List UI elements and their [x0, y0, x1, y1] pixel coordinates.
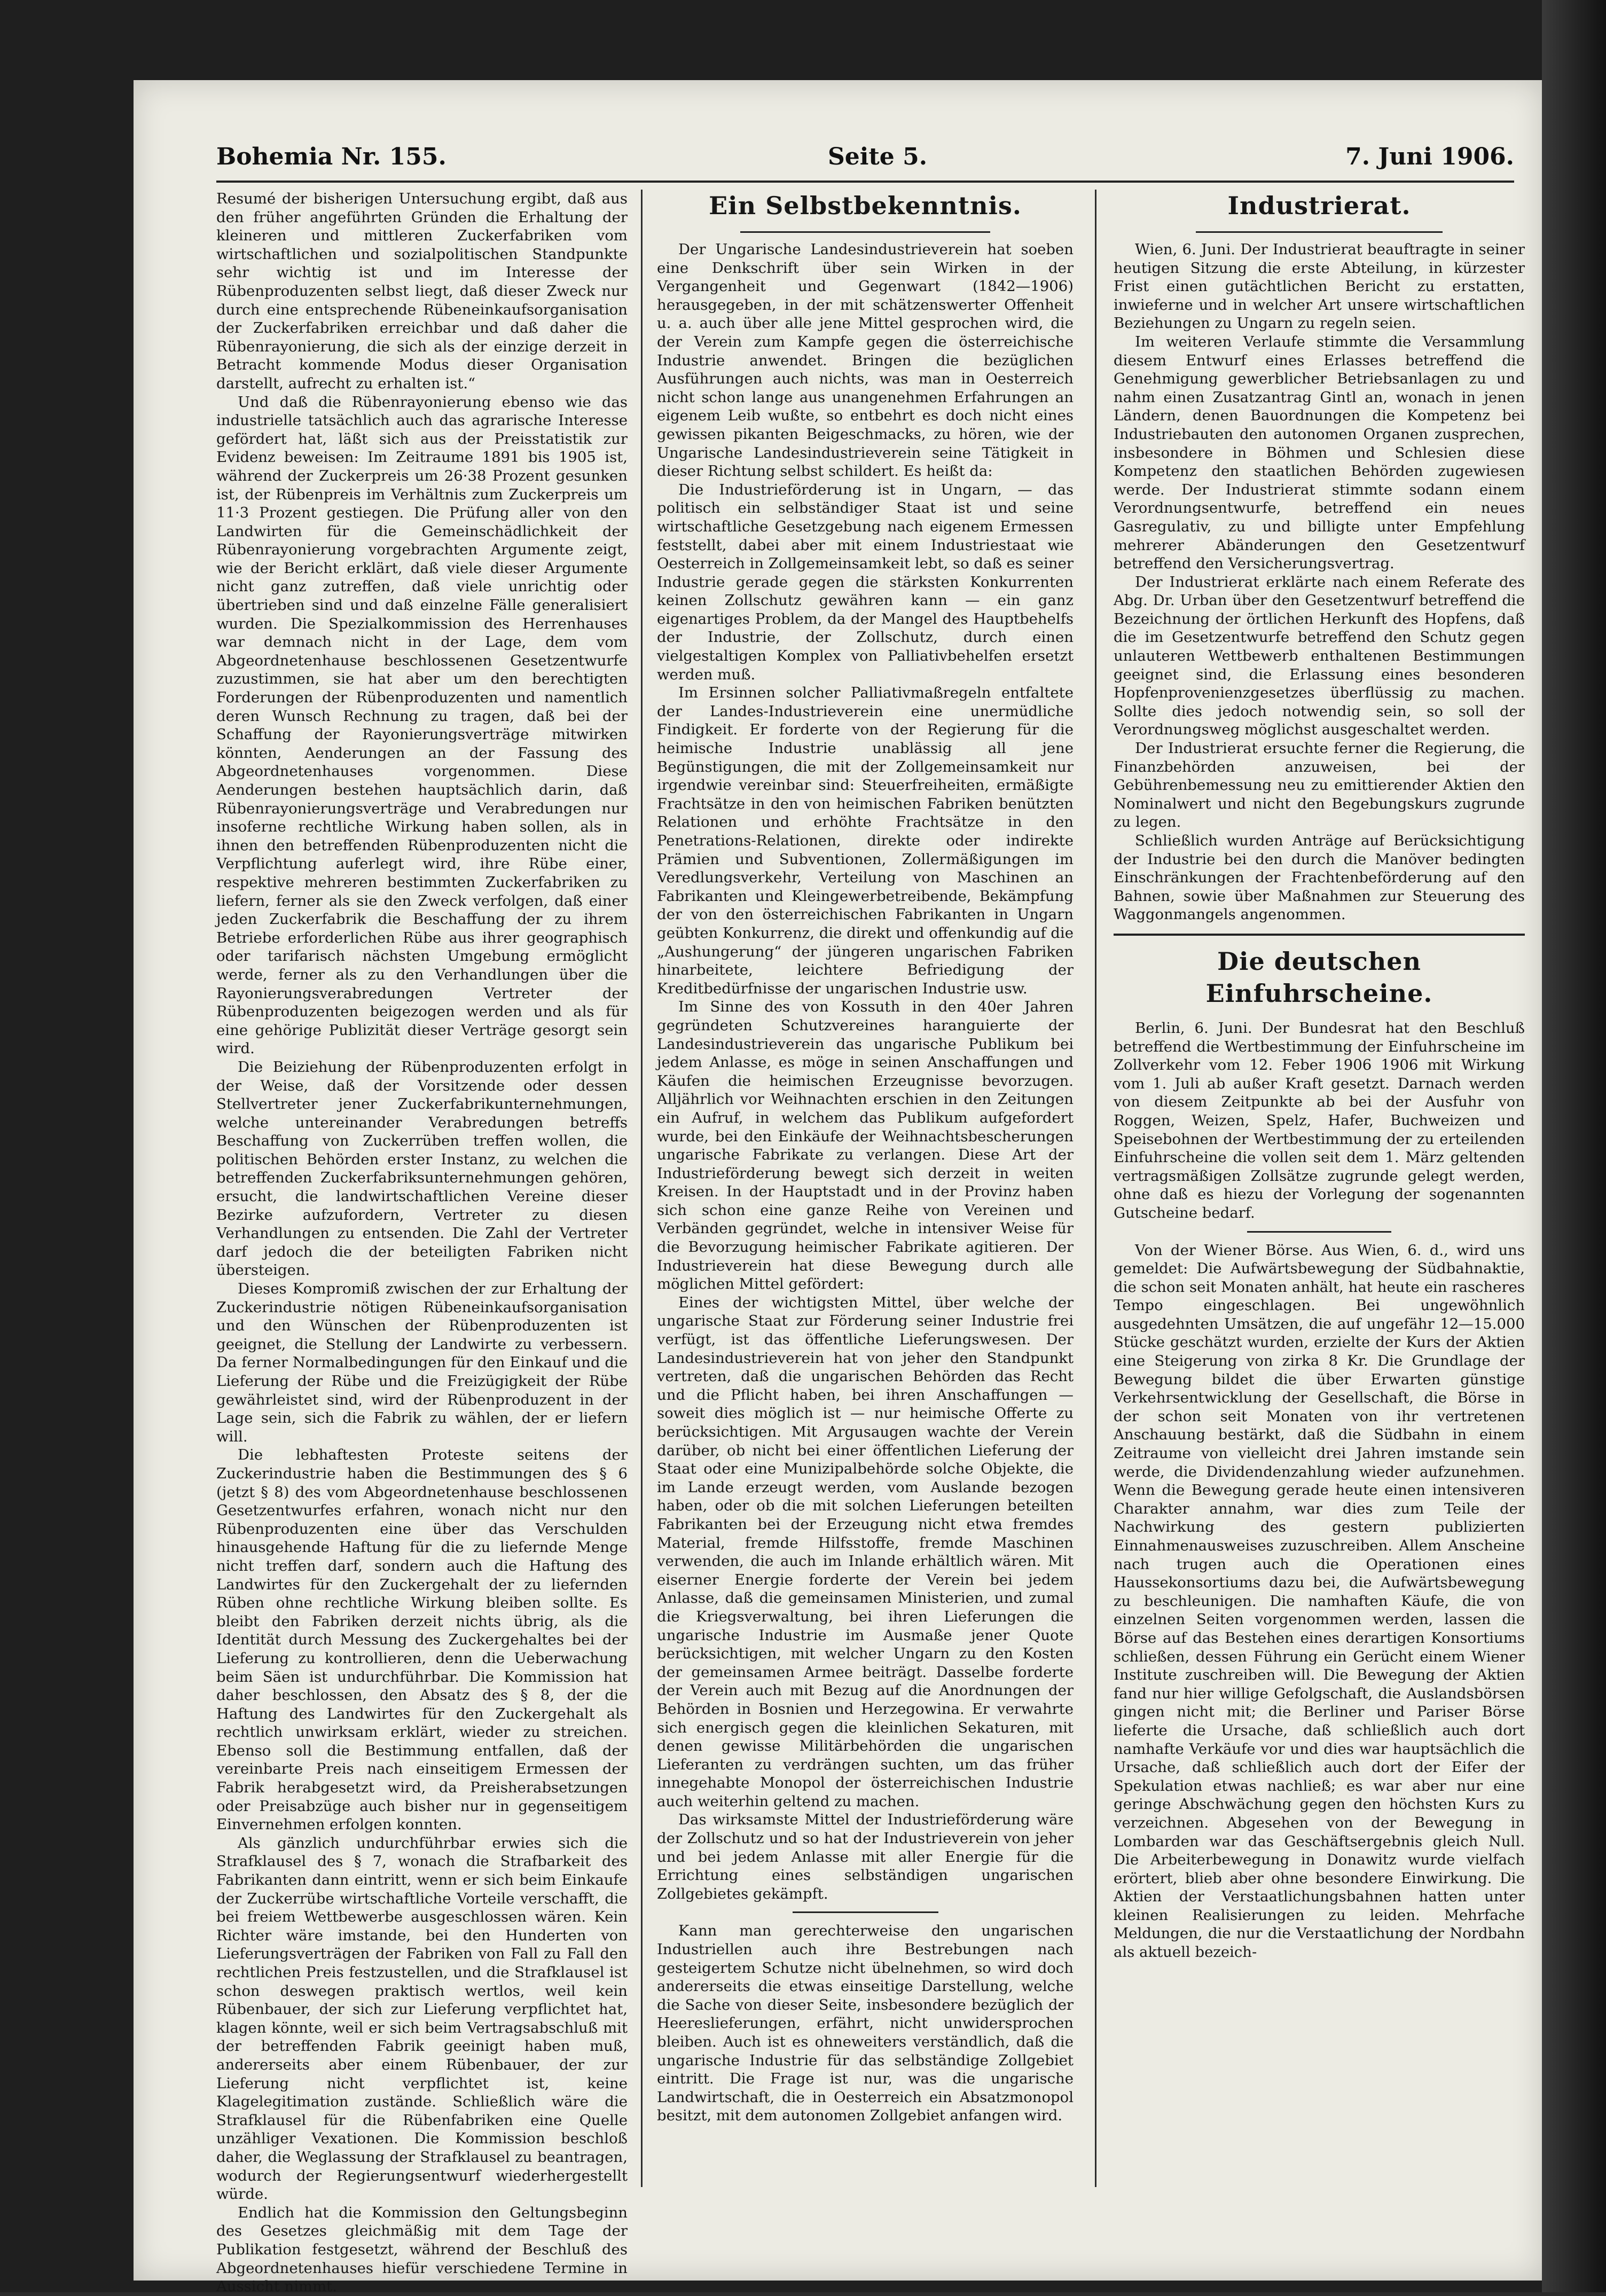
page-header: [216, 143, 1514, 183]
paragraph: Von der Wiener Börse. Aus Wien, 6. d., wird uns gemeldet: Die Aufwärtsbewegung der Südbahnaktie, die schon seit Monaten anhält, hat heute ein rascheres Tempo eingeschlagen. Bei ungewöhnlich ausgedehnten Umsätzen, die auf ungefähr 12—15.000 Stücke geschätzt wurden, erzielte der Kurs der Aktien eine Steigerung von zirka 8 Kr. Die Grundlage der Bewegung bildet die über Erwarten günstige Verkehrsentwicklung der Gesellschaft, die Börse in der schon seit Monaten von ihr vertretenen Anschauung bestärkt, daß die Südbahn in einem Zeitraume von vielleicht drei Jahren imstande sein werde, die Dividendenzahlung wieder aufzunehmen. Wenn die Bewegung gerade heute einen intensiveren Charakter annahm, war dies zum Teile der Nachwirkung des gestern publizierten Einnahmenausweises zuzuschreiben. Allem Anscheine nach trugen auch die Operationen eines Haussekonsortiums dazu bei, die Aufwärtsbewegung zu beschleunigen. Die namhaften Käufe, die von einzelnen Seiten vorgenommen werden, lassen die Börse auf das Bestehen eines derartigen Konsortiums schließen, dessen Führung ein Gerücht einem Wiener Institute zuschreiben will. Die Bewegung der Aktien fand nur hier willige Gefolgschaft, die Auslandsbörsen gingen nicht mit; die Berliner und Pariser Börse lieferte die Ursache, daß schließlich auch dort namhafte Verkäufe vor und dies war hauptsächlich die Ursache, daß schließlich auch dort der Eifer der Spekulation etwas nachließ; es war aber nur eine geringe Abschwächung gegen den höchsten Kurs zu verzeichnen. Abgesehen von der Bewegung in Lombarden war das Geschäftsergebnis gleich Null. Die Arbeiterbewegung in Donawitz wurde vielfach erörtert, blieb aber ohne besondere Einwirkung. Die Aktien der Verstaatlichungsbahnen hatten unter kleinen Realisierungen zu leiden. Mehrfache Meldungen, die nur die Verstaatlichung der Nordbahn als aktuell bezeich-: [1114, 1241, 1525, 1961]
paragraph: Eines der wichtigsten Mittel, über welche der ungarische Staat zur Förderung seiner Industrie frei verfügt, ist das öffentliche Lieferungswesen. Der Landesindustrieverein hat von jeher den Standpunkt vertreten, daß die ungarischen Behörden das Recht und die Pflicht haben, bei ihren Anschaffungen — soweit dies möglich ist — nur heimische Offerte zu berücksichtigen. Mit Argusaugen wachte der Verein darüber, ob nicht bei einer öffentlichen Lieferung der Staat oder eine Munizipalbehörde solche Objekte, die im Lande erzeugt werden, vom Auslande bezogen haben, oder ob die mit solchen Lieferungen beteilten Fabrikanten bei der Erzeugung nicht etwa fremdes Material, fremde Hilfsstoffe, fremde Maschinen verwenden, die auch im Inlande erhältlich wären. Mit eiserner Energie forderte der Verein bei jedem Anlasse, daß die gemeinsamen Ministerien, und zumal die Kriegsverwaltung, bei ihren Lieferungen die ungarische Industrie im Ausmaße jener Quote berücksichtigen, mit welcher Ungarn zu den Kosten der gemeinsamen Armee beiträgt. Dasselbe forderte der Verein auch mit Bezug auf die Anordnungen der Behörden in Bosnien und Herzegowina. Er verwahrte sich energisch gegen die kleinlichen Sekaturen, mit denen gewisse Militärbehörden die ungarischen Lieferanten zu verdrängen suchten, um das früher innegehabte Monopol der österreichischen Industrie auch weiterhin geltend zu machen.: [657, 1294, 1074, 1810]
paragraph: Als gänzlich undurchführbar erwies sich die Strafklausel des § 7, wonach die Strafbarkeit des Fabrikanten dann eintritt, wenn er sich beim Einkaufe der Zuckerrübe wirtschaftliche Vorteile verschafft, die bei freiem Wettbewerbe ausgeschlossen wären. Kein Richter wäre imstande, bei den Hunderten von Lieferungsverträgen der Fabriken von Fall zu Fall den rechtlichen Preis festzustellen, und die Strafklausel ist schon deswegen praktisch wertlos, weil kein Rübenbauer, der sich zur Lieferung verpflichtet hat, klagen könnte, weil er sich beim Vertragsabschluß mit der betreffenden Fabrik geeinigt haben muß, andererseits aber einem Rübenbauer, der zur Lieferung nicht verpflichtet ist, keine Klagelegitimation zustände. Schließlich wäre die Strafklausel für die Rübenfabriken eine Quelle unzähliger Vexationen. Die Kommission beschloß daher, die Weglassung der Strafklausel zu beantragen, wodurch der Regierungsentwurf wiederhergestellt würde.: [216, 1834, 628, 2203]
paragraph: Im weiteren Verlaufe stimmte die Versammlung diesem Entwurf eines Erlasses betreffend die Genehmigung gewerblicher Betriebsanlagen zu und nahm einen Zusatzantrag Gintl an, wonach in jenen Ländern, denen Bauordnungen die Kompetenz bei Industriebauten den autonomen Organen zusprechen, insbesondere in Böhmen und Schlesien diese Kompetenz den staatlichen Behörden zugewiesen werde. Der Industrierat stimmte sodann einem Verordnungsentwurfe, betreffend ein neues Gasregulativ, zu und billigte unter Empfehlung mehrerer Abänderungen den Gesetzentwurf betreffend den Versicherungsvertrag.: [1114, 333, 1525, 573]
paragraph: Wien, 6. Juni. Der Industrierat beauftragte in seiner heutigen Sitzung die erste Abteilung, in kürzester Frist einen gutächtlichen Bericht zu erstatten, inwieferne und in welcher Art unsere wirtschaftlichen Beziehungen zu Ungarn zu regeln seien.: [1114, 241, 1525, 332]
paragraph: Die Beiziehung der Rübenproduzenten erfolgt in der Weise, daß der Vorsitzende oder dessen Stellvertreter jener Zuckerfabrikunternehmungen, welche untereinander Verabredungen betreffs Beschaffung von Zuckerrüben treffen wollen, die politischen Behörden erster Instanz, zu welchen die betreffenden Zuckerfabriksunternehmungen gehören, ersucht, die landwirtschaftlichen Vereine dieser Bezirke aufzufordern, Vertreter zu diesen Verhandlungen zu entsenden. Die Zahl der Vertreter darf jedoch die der beteiligten Fabriken nicht übersteigen.: [216, 1058, 628, 1279]
paragraph: Das wirksamste Mittel der Industrieförderung wäre der Zollschutz und so hat der Industrieverein von jeher und bei jedem Anlasse mit aller Energie für die Errichtung eines selbständigen ungarischen Zollgebietes gekämpft.: [657, 1811, 1074, 1902]
paragraph: Der Industrierat ersuchte ferner die Regierung, die Finanzbehörden anzuweisen, bei der Gebührenbemessung neu zu emittierender Aktien den Nominalwert und nicht den Begebungskurs zugrunde zu legen.: [1114, 740, 1525, 831]
title-underline: [740, 231, 990, 233]
section-divider: [793, 1911, 938, 1913]
paragraph: Die lebhaftesten Proteste seitens der Zuckerindustrie haben die Bestimmungen des § 6 (jetzt § 8) des vom Abgeordnetenhause beschlossenen Gesetzentwurfes erfahren, wonach nicht nur den Rübenproduzenten eine über das Verschulden hinausgehende Haftung für die zu liefernde Menge nicht treffen darf, sondern auch die Haftung des Landwirtes für den Zuckergehalt der zu liefernden Rüben ohne rechtliche Wirkung bleiben sollte. Es bleibt den Fabriken derzeit nichts übrig, als die Identität durch Messung des Zuckergehaltes bei der Lieferung zu kontrollieren, denn die Ueberwachung beim Säen ist undurchführbar. Die Kommission hat daher beschlossen, den Absatz des § 8, der die Haftung des Landwirtes für den Zuckergehalt als rechtlich unwirksam erklärt, wieder zu streichen. Ebenso soll die Bestimmung entfallen, daß der vereinbarte Preis nach einseitigem Ermessen der Fabrik herabgesetzt wird, da Preisherabsetzungen oder Preisabzüge auch bisher nur in gegenseitigem Einvernehmen erfolgen konnten.: [216, 1446, 628, 1833]
paragraph: Im Ersinnen solcher Palliativmaßregeln entfaltete der Landes-Industrieverein eine unermüdliche Findigkeit. Er forderte von der Regierung für die heimische Industrie unablässig all jene Begünstigungen, die mit der Zollgemeinsamkeit nur irgendwie vereinbar sind: Steuerfreiheiten, ermäßigte Frachtsätze in den von heimischen Fabriken benützten Relationen und erhöhte Frachtsätze in den Penetrations-Relationen, direkte oder indirekte Prämien und Subventionen, Zollermäßigungen im Veredlungsverkehr, Verteilung von Maschinen an Fabrikanten und Kleingewerbetreibende, Bekämpfung der von den österreichischen Fabrikanten in Ungarn geübten Konkurrenz, die direkt und offenkundig auf die „Aushungerung“ der jüngeren ungarischen Fabriken hinarbeitete, leichtere Befriedigung der Kreditbedürfnisse der ungarischen Industrie usw.: [657, 684, 1074, 997]
page-edge-shadow: [1542, 0, 1606, 2292]
article-title: Die deutschen Einfuhrscheine.: [1205, 946, 1433, 1008]
article-title: Industrierat.: [1227, 191, 1411, 220]
title-underline: [1196, 231, 1443, 233]
header-page-number: Seite 5.: [828, 143, 928, 170]
header-date: 7. Juni 1906.: [1345, 143, 1514, 170]
column-sugar-article: [216, 190, 628, 2295]
paragraph: Im Sinne des von Kossuth in den 40er Jahren gegründeten Schutzvereines haranguierte der Landesindustrieverein das ungarische Publikum bei jedem Anlasse, es möge in seinen Anschaffungen und Käufen die heimischen Erzeugnisse bevorzugen. Alljährlich vor Weihnachten erschien in den Zeitungen ein Aufruf, in welchem das Publikum aufgefordert wurde, bei den Einkäufe der Weihnachtsbescherungen ungarische Fabrikate zu verlangen. Diese Art der Industrieförderung bewegt sich derzeit in weiten Kreisen. In der Hauptstadt und in der Provinz haben sich schon eine ganze Reihe von Vereinen und Verbänden gegründet, welche in intensiver Weise für die Bevorzugung heimischer Fabrikate agitieren. Der Industrieverein hat diese Bewegung durch alle möglichen Mittel gefördert:: [657, 998, 1074, 1293]
column-rule-left: [641, 190, 643, 2187]
paragraph: Endlich hat die Kommission den Geltungsbeginn des Gesetzes gleichmäßig mit dem Tage der Publikation festgesetzt, während der Beschluß des Abgeordnetenhauses hiefür verschiedene Termine in Aussicht nimmt.: [216, 2204, 628, 2295]
paragraph: Der Ungarische Landesindustrieverein hat soeben eine Denkschrift über sein Wirken in der Vergangenheit und Gegenwart (1842—1906) herausgegeben, in der mit schätzenswerter Offenheit u. a. auch über alle jene Mittel gesprochen wird, die der Verein zum Kampfe gegen die österreichische Industrie anwendet. Bringen die bezüglichen Ausführungen auch nichts, was man in Oesterreich nicht schon lange aus unangenehmen Erfahrungen an eigenem Leib wußte, so entbehrt es doch nicht eines gewissen pikanten Beigeschmacks, zu hören, wie der Ungarische Landesindustrieverein seine Tätigkeit in dieser Richtung selbst schildert. Es heißt da:: [657, 241, 1074, 480]
paragraph: Die Industrieförderung ist in Ungarn, — das politisch ein selbständiger Staat ist und seine wirtschaftliche Gesetzgebung nach eigenem Ermessen feststellt, dabei aber mit einem Industriestaat wie Oesterreich in Zollgemeinsamkeit lebt, so daß es seiner Industrie gerade gegen die stärksten Konkurrenten keinen Zollschutz gewähren kann — ein ganz eigenartiges Problem, da der Mangel des Hauptbehelfs der Industrie, der Zollschutz, durch einen vielgestaltigen Komplex von Palliativbehelfen ersetzt werden muß.: [657, 481, 1074, 683]
paragraph: Der Industrierat erklärte nach einem Referate des Abg. Dr. Urban über den Gesetzentwurf betreffend die Bezeichnung der örtlichen Herkunft des Hopfens, daß die im Gesetzentwurfe betreffend den Schutz gegen unlauteren Wettbewerb enthaltenen Bestimmungen geeignet sind, die Erlassung eines besonderen Hopfenprovenienzgesetzes überflüssig zu machen. Sollte dies jedoch notwendig sein, so soll der Verordnungsweg möglichst ausgeschaltet werden.: [1114, 573, 1525, 739]
paragraph: Schließlich wurden Anträge auf Berücksichtigung der Industrie bei den durch die Manöver bedingten Einschränkungen der Frachtenbeförderung auf den Bahnen, sowie über Maßnahmen zur Steuerung des Waggonmangels angenommen.: [1114, 832, 1525, 923]
column-rule-right: [1095, 190, 1096, 2187]
paragraph: Berlin, 6. Juni. Der Bundesrat hat den Beschluß betreffend die Wertbestimmung der Einfuhrscheine im Zollverkehr vom 12. Feber 1906 1906 mit Wirkung vom 1. Juli ab außer Kraft gesetzt. Darnach werden von diesem Zeitpunkte ab bei der Ausfuhr von Roggen, Weizen, Spelz, Hafer, Buchweizen und Speisebohnen der Wertbestimmung der zu erteilenden Einfuhrscheine die vollen seit dem 1. März geltenden vertragsmäßigen Zollsätze zugrunde gelegt werden, ohne daß es hiezu der Vorlegung der sogenannten Gutscheine bedarf.: [1114, 1019, 1525, 1221]
paragraph: Dieses Kompromiß zwischen der zur Erhaltung der Zuckerindustrie nötigen Rübeneinkaufsorganisation und den Wünschen der Rübenproduzenten ist geeignet, die Stellung der Landwirte zu verbessern. Da ferner Normalbedingungen für den Einkauf und die Lieferung der Rübe und die Freizügigkeit der Rübe gewährleistet sind, wird der Rübenproduzent in der Lage sein, sich die Fabrik zu wählen, der er liefern will.: [216, 1280, 628, 1445]
header-publication: Bohemia Nr. 155.: [216, 143, 446, 170]
section-divider: [1247, 1231, 1391, 1233]
column-economy: [1114, 190, 1525, 2187]
column-selbstbekenntnis: [657, 190, 1074, 2125]
article-divider: [1114, 934, 1525, 936]
article-title: Ein Selbstbekenntnis.: [709, 191, 1022, 220]
paragraph: Resumé der bisherigen Untersuchung ergibt, daß aus den früher angeführten Gründen die Erhaltung der kleineren und mittleren Zuckerfabriken vom wirtschaftlichen und sozialpolitischen Standpunkte sehr wichtig ist und im Interesse der Rübenproduzenten selbst liegt, daß dieser Zweck nur durch eine entsprechende Rübeneinkaufsorganisation der Zuckerfabriken erreichbar und daß daher die Rübenrayonierung, die sich als der einzige derzeit in Betracht kommende Modus dieser Organisation darstellt, aufrecht zu erhalten ist.“: [216, 190, 628, 392]
paragraph: Kann man gerechterweise den ungarischen Industriellen auch ihre Bestrebungen nach gesteigertem Schutze nicht übelnehmen, so wird doch andererseits die etwas einseitige Darstellung, welche die Sache von dieser Seite, insbesondere bezüglich der Heereslieferungen, erfährt, nicht unwidersprochen bleiben. Auch ist es ohneweiters verständlich, daß die ungarische Industrie für das selbständige Zollgebiet eintritt. Die Frage ist nur, was die ungarische Landwirtschaft, die in Oesterreich ein Absatzmonopol besitzt, mit dem autonomen Zollgebiet anfangen wird.: [657, 1922, 1074, 2125]
paragraph: Und daß die Rübenrayonierung ebenso wie das industrielle tatsächlich auch das agrarische Interesse gefördert hat, läßt sich aus der Preisstatistik zur Evidenz beweisen: Im Zeitraume 1891 bis 1905 ist, während der Zuckerpreis um 26·38 Prozent gesunken ist, der Rübenpreis im Verhältnis zum Zuckerpreis um 11·3 Prozent gestiegen. Die Prüfung aller von den Landwirten für die Gemeinschädlichkeit der Rübenrayonierung vorgebrachten Argumente zeigt, wie der Bericht erklärt, daß viele dieser Argumente nicht ganz zutreffen, daß viele unrichtig oder übertrieben sind und daß einzelne Fälle generalisiert wurden. Die Spezialkommission des Herrenhauses war demnach nicht in der Lage, dem vom Abgeordnetenhause beschlossenen Gesetzentwurfe zuzustimmen, sie hat aber um den berechtigten Forderungen der Rübenproduzenten und namentlich deren Wunsch Rechnung zu tragen, daß bei der Schaffung der Rayonierungsverträge mitwirken könnten, Aenderungen an der Fassung des Abgeordnetenhauses vorgenommen. Diese Aenderungen bestehen hauptsächlich darin, daß Rübenrayonierungsverträge und Verabredungen nur insoferne rechtliche Wirkung haben sollen, als in ihnen den betreffenden Rübenproduzenten nicht die Verpflichtung auferlegt wird, ihre Rübe einer, respektive mehreren bestimmten Zuckerfabriken zu liefern, ferner als sie den Zweck verfolgen, daß einer jeden Zuckerfabrik die Beschaffung der zu ihrem Betriebe erforderlichen Rübe aus ihrer geographisch oder tarifarisch nächsten Umgebung ermöglicht werde, ferner als zu den Verhandlungen über die Rayonierungsverabredungen Vertreter der Rübenproduzenten beigezogen werden und als für eine gehörige Publizität dieser Verträge gesorgt sein wird.: [216, 393, 628, 1057]
